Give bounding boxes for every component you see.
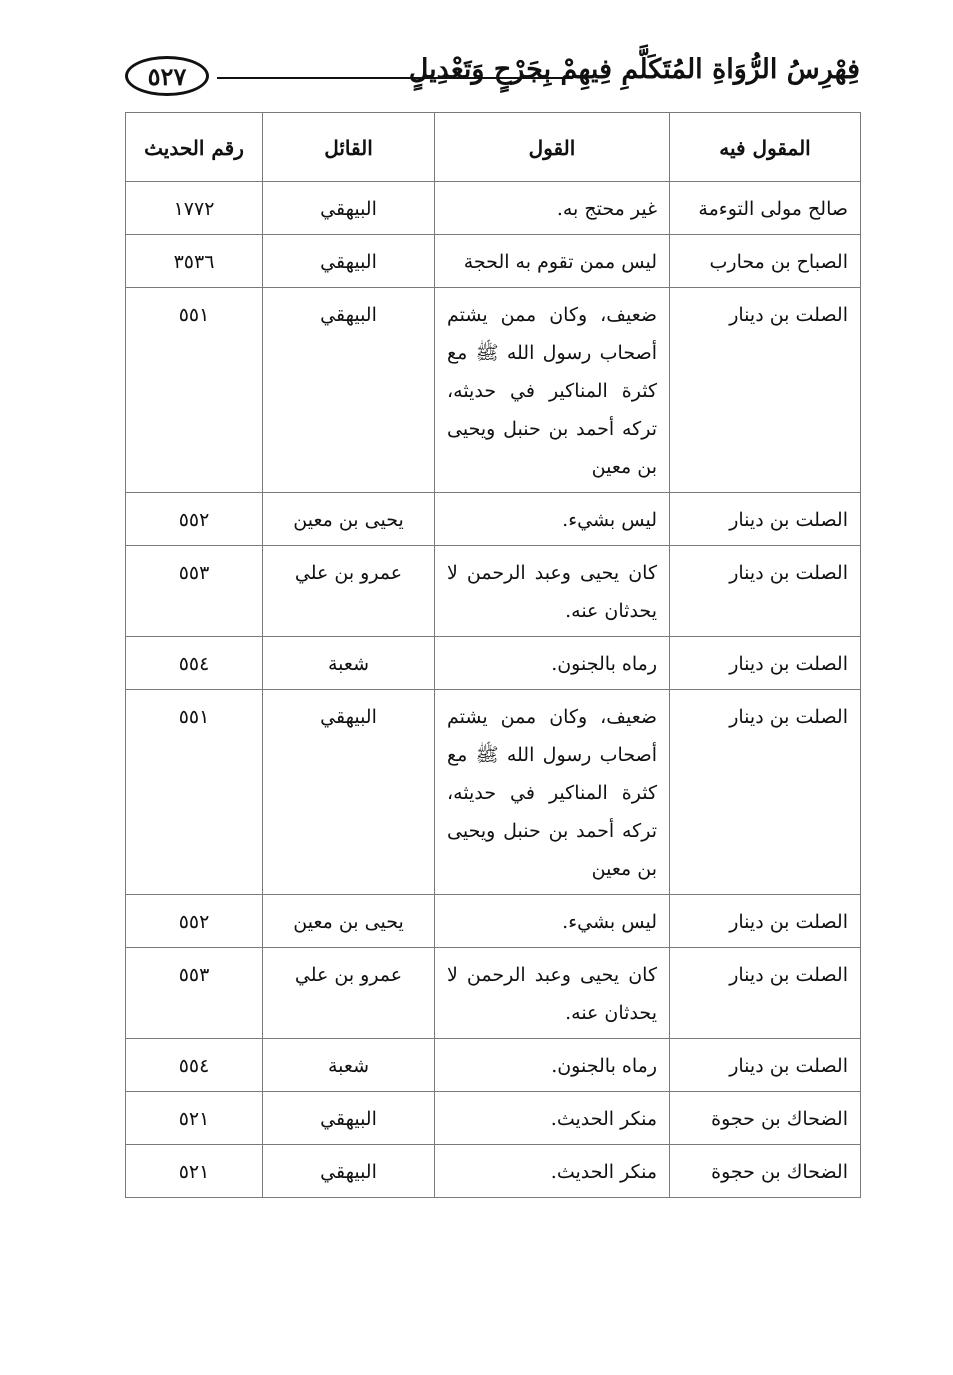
speaker-cell: البيهقي: [263, 235, 435, 288]
narrator-cell: الصلت بن دينار: [670, 1039, 861, 1092]
narrator-cell: الصلت بن دينار: [670, 546, 861, 637]
narrator-cell: الصلت بن دينار: [670, 948, 861, 1039]
table-row: [126, 895, 861, 948]
column-header-saying: القول: [435, 113, 670, 182]
saying-cell: ضعيف، وكان ممن يشتم أصحاب رسول الله ﷺ مع كثرة المناكير في حديثه، تركه أحمد بن حنبل ويحيى بن معين: [435, 288, 670, 493]
page-title: فِهْرِسُ الرُّوَاةِ المُتَكَلَّمِ فِيهِمْ بِجَرْحٍ وَتَعْدِيلٍ: [408, 54, 860, 85]
speaker-cell: يحيى بن معين: [263, 895, 435, 948]
speaker-cell: شعبة: [263, 1039, 435, 1092]
saying-cell: رماه بالجنون.: [435, 637, 670, 690]
speaker-cell: البيهقي: [263, 690, 435, 895]
hadith-number-cell: ٥٥١: [126, 690, 263, 895]
hadith-number-cell: ٥٥٤: [126, 637, 263, 690]
narrator-cell: الضحاك بن حجوة: [670, 1145, 861, 1198]
narrator-cell: الصلت بن دينار: [670, 637, 861, 690]
hadith-number-cell: ٥٥٣: [126, 948, 263, 1039]
narrator-cell: الصلت بن دينار: [670, 895, 861, 948]
page-header: [125, 50, 860, 106]
hadith-number-cell: ٥٥٢: [126, 895, 263, 948]
page-number: ٥٢٧: [125, 56, 209, 96]
narrator-cell: الضحاك بن حجوة: [670, 1092, 861, 1145]
hadith-number-cell: ٥٢١: [126, 1145, 263, 1198]
table-row: [126, 690, 861, 895]
narrators-index-table: [125, 112, 861, 1198]
narrator-cell: الصلت بن دينار: [670, 493, 861, 546]
saying-cell: غير محتج به.: [435, 182, 670, 235]
narrator-cell: الصلت بن دينار: [670, 690, 861, 895]
saying-cell: ليس بشيء.: [435, 895, 670, 948]
column-header-narrator: المقول فيه: [670, 113, 861, 182]
column-header-speaker: القائل: [263, 113, 435, 182]
saying-cell: ليس ممن تقوم به الحجة: [435, 235, 670, 288]
hadith-number-cell: ٥٥٤: [126, 1039, 263, 1092]
saying-cell: ليس بشيء.: [435, 493, 670, 546]
saying-cell: ضعيف، وكان ممن يشتم أصحاب رسول الله ﷺ مع كثرة المناكير في حديثه، تركه أحمد بن حنبل ويحيى بن معين: [435, 690, 670, 895]
table-row: [126, 948, 861, 1039]
speaker-cell: البيهقي: [263, 1092, 435, 1145]
saying-cell: منكر الحديث.: [435, 1092, 670, 1145]
hadith-number-cell: ١٧٧٢: [126, 182, 263, 235]
speaker-cell: البيهقي: [263, 1145, 435, 1198]
speaker-cell: البيهقي: [263, 182, 435, 235]
speaker-cell: عمرو بن علي: [263, 546, 435, 637]
table-header-row: [126, 113, 861, 182]
table-row: [126, 546, 861, 637]
hadith-number-cell: ٥٢١: [126, 1092, 263, 1145]
table-row: [126, 637, 861, 690]
table-row: [126, 1092, 861, 1145]
table-row: [126, 182, 861, 235]
table-row: [126, 1039, 861, 1092]
narrator-cell: الصباح بن محارب: [670, 235, 861, 288]
hadith-number-cell: ٥٥٣: [126, 546, 263, 637]
saying-cell: رماه بالجنون.: [435, 1039, 670, 1092]
saying-cell: منكر الحديث.: [435, 1145, 670, 1198]
table-row: [126, 493, 861, 546]
column-header-hadith-number: رقم الحديث: [126, 113, 263, 182]
table-row: [126, 235, 861, 288]
speaker-cell: يحيى بن معين: [263, 493, 435, 546]
table-row: [126, 288, 861, 493]
hadith-number-cell: ٣٥٣٦: [126, 235, 263, 288]
saying-cell: كان يحيى وعبد الرحمن لا يحدثان عنه.: [435, 546, 670, 637]
speaker-cell: عمرو بن علي: [263, 948, 435, 1039]
speaker-cell: شعبة: [263, 637, 435, 690]
narrator-cell: صالح مولى التوءمة: [670, 182, 861, 235]
hadith-number-cell: ٥٥١: [126, 288, 263, 493]
hadith-number-cell: ٥٥٢: [126, 493, 263, 546]
table-row: [126, 1145, 861, 1198]
speaker-cell: البيهقي: [263, 288, 435, 493]
narrator-cell: الصلت بن دينار: [670, 288, 861, 493]
saying-cell: كان يحيى وعبد الرحمن لا يحدثان عنه.: [435, 948, 670, 1039]
